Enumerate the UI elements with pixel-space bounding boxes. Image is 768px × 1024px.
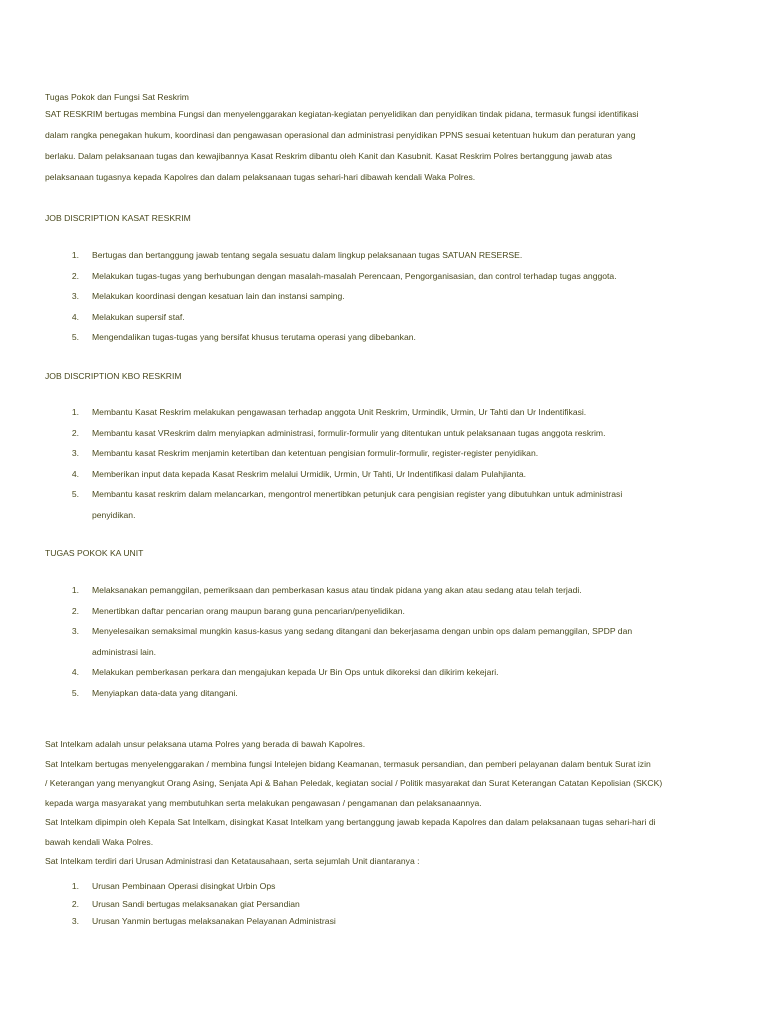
list-number: 3. bbox=[71, 916, 79, 926]
section-heading-kasat: JOB DISCRIPTION KASAT RESKRIM bbox=[45, 213, 191, 223]
section-heading-kbo: JOB DISCRIPTION KBO RESKRIM bbox=[45, 371, 182, 381]
list-number: 5. bbox=[71, 687, 79, 698]
list-intelkam-units bbox=[45, 876, 725, 929]
list-number: 4. bbox=[71, 311, 79, 322]
list-number: 5. bbox=[71, 489, 79, 499]
list-item bbox=[45, 662, 725, 683]
list-text: Menyiapkan data-data yang ditangani. bbox=[92, 687, 238, 698]
paragraph-line: bawah kendali Waka Polres. bbox=[45, 836, 154, 847]
list-number: 2. bbox=[71, 898, 79, 909]
list-number: 2. bbox=[71, 270, 79, 281]
list-number: 1. bbox=[71, 881, 79, 891]
list-text: penyidikan. bbox=[92, 509, 136, 520]
list-text: Menertibkan daftar pencarian orang maupun barang guna pencarian/penyelidikan. bbox=[92, 605, 405, 616]
list-text: Membantu kasat reskrim dalam melancarkan, mengontrol menertibkan petunjuk cara pengisian register yang dibutuhkan untuk administrasi bbox=[92, 489, 623, 499]
intelkam-paragraph bbox=[45, 735, 725, 872]
list-text: Memberikan input data kepada Kasat Reskrim melalui Urmidik, Urmin, Ur Tahti, Ur Indentifikasi dalam Pulahjianta. bbox=[92, 468, 527, 479]
list-item bbox=[45, 601, 725, 622]
paragraph-line: Sat Intelkam adalah unsur pelaksana utama Polres yang berada di bawah Kapolres. bbox=[45, 739, 366, 749]
list-item bbox=[45, 286, 725, 307]
list-item bbox=[45, 621, 725, 642]
paragraph-line: dalam rangka penegakan hukum, koordinasi dan pengawasan operasional dan administrasi penyidikan PPNS sesuai ketentuan hukum dan peraturan yang bbox=[45, 130, 636, 140]
list-item-continuation bbox=[45, 642, 725, 663]
list-number: 3. bbox=[71, 448, 79, 458]
paragraph-line: pelaksanaan tugasnya kepada Kapolres dan dalam pelaksanaan tugas sehari-hari dibawah kendali Waka Polres. bbox=[45, 172, 476, 182]
list-text: Melaksanakan pemanggilan, pemeriksaan dan pemberkasan kasus atau tindak pidana yang akan atau sedang atau telah terjadi. bbox=[92, 585, 582, 595]
list-item bbox=[45, 876, 725, 894]
list-item bbox=[45, 580, 725, 601]
list-item bbox=[45, 443, 725, 464]
section-heading-ka-unit: TUGAS POKOK KA UNIT bbox=[45, 548, 144, 558]
paragraph-line: SAT RESKRIM bertugas membina Fungsi dan menyelenggarakan kegiatan-kegiatan penyelidikan dan penyidikan tindak pidana, termasuk fungsi identifikasi bbox=[45, 109, 639, 119]
list-kasat-reskrim bbox=[45, 245, 725, 348]
list-item bbox=[45, 894, 725, 912]
list-item bbox=[45, 402, 725, 423]
list-text: Membantu kasat Reskrim menjamin ketertiban dan ketentuan pengisian formulir-formulir, register-register penyidikan. bbox=[92, 448, 539, 458]
list-text: Melakukan supersif staf. bbox=[92, 311, 185, 322]
list-text: Urusan Sandi bertugas melaksanakan giat Persandian bbox=[92, 898, 300, 909]
list-text: Melakukan tugas-tugas yang berhubungan dengan masalah-masalah Perencaan, Pengorganisasian, dan control terhadap tugas anggota. bbox=[92, 270, 617, 281]
list-item bbox=[45, 484, 725, 505]
list-item bbox=[45, 683, 725, 704]
list-text: administrasi lain. bbox=[92, 646, 156, 657]
list-item bbox=[45, 245, 725, 266]
list-text: Membantu kasat VReskrim dalm menyiapkan administrasi, formulir-formulir yang ditentukan untuk pelaksanaan tugas anggota reskrim. bbox=[92, 427, 606, 438]
paragraph-line: Sat Intelkam terdiri dari Urusan Administrasi dan Ketatausahaan, serta sejumlah Unit diantaranya : bbox=[45, 856, 420, 866]
list-number: 4. bbox=[71, 468, 79, 479]
list-number: 2. bbox=[71, 605, 79, 616]
list-number: 5. bbox=[71, 332, 79, 342]
list-text: Bertugas dan bertanggung jawab tentang segala sesuatu dalam lingkup pelaksanaan tugas SATUAN RESERSE. bbox=[92, 250, 523, 260]
list-ka-unit bbox=[45, 580, 725, 703]
list-text: Urusan Yanmin bertugas melaksanakan Pelayanan Administrasi bbox=[92, 916, 336, 926]
list-item bbox=[45, 266, 725, 287]
paragraph-line: berlaku. Dalam pelaksanaan tugas dan kewajibannya Kasat Reskrim dibantu oleh Kanit dan Kasubnit. Kasat Reskrim Polres bertanggung jawab atas bbox=[45, 151, 613, 161]
list-text: Melakukan pemberkasan perkara dan mengajukan kepada Ur Bin Ops untuk dikoreksi dan dikirim kekejari. bbox=[92, 667, 499, 677]
list-number: 2. bbox=[71, 427, 79, 438]
paragraph-line: kepada warga masyarakat yang membutuhkan serta melakukan pengawasan / pengamanan dan pelaksanaannya. bbox=[45, 797, 482, 808]
intro-paragraph bbox=[45, 104, 725, 187]
list-text: Mengendalikan tugas-tugas yang bersifat khusus terutama operasi yang dibebankan. bbox=[92, 332, 416, 342]
paragraph-line: / Keterangan yang menyangkut Orang Asing, Senjata Api & Bahan Peledak, kegiatan social / Politik masyarakat dan Surat Keterangan Catatan Kepolisian (SKCK) bbox=[45, 778, 663, 788]
list-number: 1. bbox=[71, 250, 79, 260]
list-text: Urusan Pembinaan Operasi disingkat Urbin Ops bbox=[92, 881, 276, 891]
list-number: 1. bbox=[71, 407, 79, 417]
list-kbo-reskrim bbox=[45, 402, 725, 525]
list-number: 3. bbox=[71, 626, 79, 636]
list-text: Menyelesaikan semaksimal mungkin kasus-kasus yang sedang ditangani dan bekerjasama dengan unbin ops dalam pemanggilan, SPDP dan bbox=[92, 626, 633, 636]
document-title: Tugas Pokok dan Fungsi Sat Reskrim bbox=[45, 92, 189, 102]
list-item-continuation bbox=[45, 505, 725, 526]
list-item bbox=[45, 423, 725, 444]
list-number: 4. bbox=[71, 667, 79, 677]
list-number: 1. bbox=[71, 585, 79, 595]
list-number: 3. bbox=[71, 291, 79, 301]
list-item bbox=[45, 911, 725, 929]
list-item bbox=[45, 327, 725, 348]
list-text: Melakukan koordinasi dengan kesatuan lain dan instansi samping. bbox=[92, 291, 345, 301]
list-item bbox=[45, 464, 725, 485]
list-item bbox=[45, 307, 725, 328]
paragraph-line: Sat Intelkam dipimpin oleh Kepala Sat Intelkam, disingkat Kasat Intelkam yang bertanggung jawab kepada Kapolres dan dalam pelaksanaan tugas sehari-hari di bbox=[45, 817, 656, 827]
paragraph-line: Sat Intelkam bertugas menyelenggarakan / membina fungsi Intelejen bidang Keamanan, termasuk persandian, dan pemberi pelayanan dalam bentuk Surat izin bbox=[45, 758, 651, 769]
list-text: Membantu Kasat Reskrim melakukan pengawasan terhadap anggota Unit Reskrim, Urmindik, Urmin, Ur Tahti dan Ur Indentifikasi. bbox=[92, 407, 587, 417]
